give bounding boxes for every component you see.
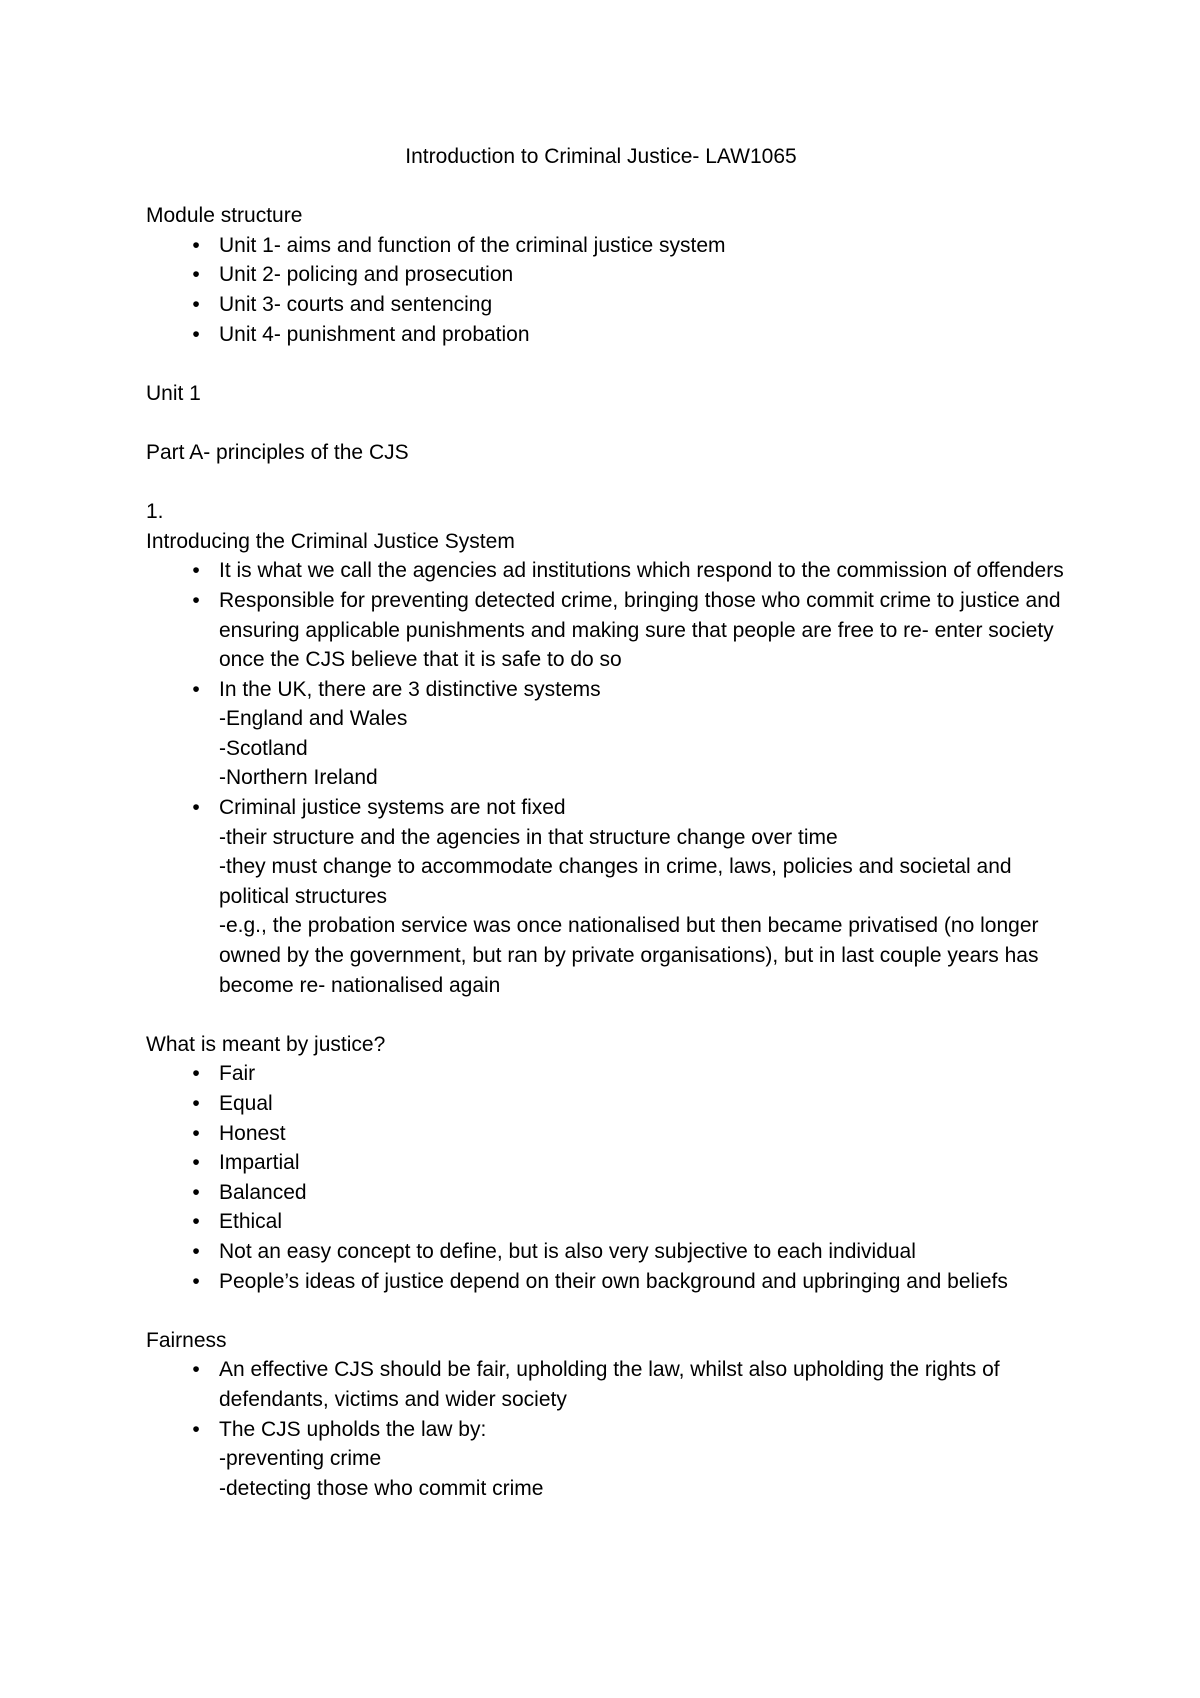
sub-item: -e.g., the probation service was once nationalised but then became privatised (no longer owned by the government, but ran by private organisations), but in last couple years has become re- nationalised again <box>219 914 1039 997</box>
list-item: • Unit 1- aims and function of the criminal justice system <box>146 231 1076 261</box>
list-item: • Honest <box>146 1119 1076 1149</box>
list-item: • Fair <box>146 1059 1076 1089</box>
sub-item: -preventing crime <box>219 1447 382 1471</box>
bullet-icon: • <box>192 263 200 287</box>
module-structure-list <box>146 231 1076 349</box>
bullet-icon: • <box>192 677 200 701</box>
list-item: • Unit 4- punishment and probation <box>146 320 1076 350</box>
list-item: • Balanced <box>146 1178 1076 1208</box>
bullet-icon: • <box>192 1417 200 1441</box>
fairness-list <box>146 1355 1076 1503</box>
bullet-icon: • <box>192 1180 200 1204</box>
list-item: • Responsible for preventing detected crime, bringing those who commit crime to justice and ensuring applicable punishments and making sure that people are free to re- enter society once the CJS believe that it is safe to do so <box>146 586 1076 675</box>
sub-item: -Northern Ireland <box>219 766 378 790</box>
fairness-heading: Fairness <box>146 1328 227 1352</box>
bullet-icon: • <box>192 233 200 257</box>
bullet-icon: • <box>192 796 200 820</box>
sub-item: -Scotland <box>219 736 308 760</box>
sub-item: -detecting those who commit crime <box>219 1476 544 1500</box>
module-structure-heading: Module structure <box>146 204 303 228</box>
document-body <box>146 142 1076 1503</box>
bullet-icon: • <box>192 322 200 346</box>
justice-list <box>146 1059 1076 1296</box>
bullet-icon: • <box>192 1210 200 1234</box>
bullet-icon: • <box>192 1062 200 1086</box>
part-heading: Part A- principles of the CJS <box>146 440 409 464</box>
justice-heading: What is meant by justice? <box>146 1032 386 1056</box>
unit-heading: Unit 1 <box>146 381 201 405</box>
bullet-icon: • <box>192 1269 200 1293</box>
bullet-icon: • <box>192 588 200 612</box>
list-item: • Unit 2- policing and prosecution <box>146 260 1076 290</box>
intro-list <box>146 556 1076 1000</box>
document-title: Introduction to Criminal Justice- LAW1065 <box>405 145 797 168</box>
list-item: • In the UK, there are 3 distinctive systems -England and Wales -Scotland -Northern Ireland <box>146 675 1076 793</box>
sub-item: -they must change to accommodate changes in crime, laws, policies and societal and political structures <box>219 855 1012 908</box>
list-item: • It is what we call the agencies ad institutions which respond to the commission of offenders <box>146 556 1076 586</box>
sub-item: -England and Wales <box>219 707 408 731</box>
spacer <box>146 1000 1076 1030</box>
list-item: • The CJS upholds the law by: -preventing crime -detecting those who commit crime <box>146 1415 1076 1504</box>
bullet-icon: • <box>192 1092 200 1115</box>
spacer <box>146 349 1076 379</box>
bullet-icon: • <box>192 1121 200 1145</box>
list-item: • Equal <box>146 1089 1076 1119</box>
bullet-icon: • <box>192 559 200 583</box>
spacer <box>146 408 1076 438</box>
list-item: • Unit 3- courts and sentencing <box>146 290 1076 320</box>
section-number: 1. <box>146 500 164 524</box>
spacer <box>146 1296 1076 1326</box>
intro-heading: Introducing the Criminal Justice System <box>146 529 515 553</box>
sub-item: -their structure and the agencies in that structure change over time <box>219 825 838 849</box>
bullet-icon: • <box>192 1151 200 1175</box>
list-item: • Ethical <box>146 1207 1076 1237</box>
spacer <box>146 468 1076 498</box>
bullet-icon: • <box>192 292 200 316</box>
list-item: • People’s ideas of justice depend on their own background and upbringing and beliefs <box>146 1267 1076 1297</box>
bullet-icon: • <box>192 1358 200 1382</box>
bullet-icon: • <box>192 1239 200 1263</box>
list-item: • Criminal justice systems are not fixed -their structure and the agencies in that structure change over time -they must change to accommodate changes in crime, laws, policies and societal and political structures -e.g., the probation service was once nationalised but then became privatised (no longer owned by the government, but ran by private organisations), but in last couple years has become re- nationalised again <box>146 793 1076 1000</box>
list-item: • Not an easy concept to define, but is also very subjective to each individual <box>146 1237 1076 1267</box>
list-item: • An effective CJS should be fair, upholding the law, whilst also upholding the rights of defendants, victims and wider society <box>146 1355 1076 1414</box>
list-item: • Impartial <box>146 1148 1076 1178</box>
